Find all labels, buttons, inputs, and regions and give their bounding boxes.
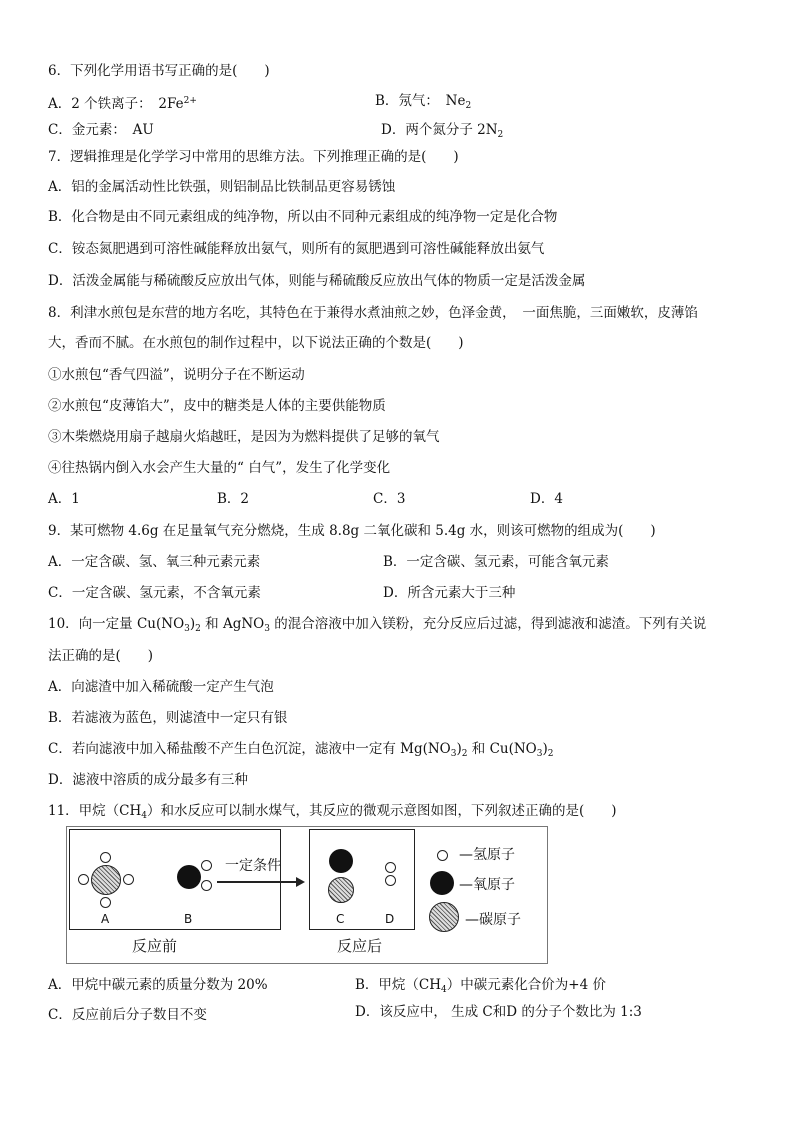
- caption-after: 反应后: [337, 937, 383, 955]
- reaction-arrow: [217, 881, 297, 883]
- carbon-atom: [91, 865, 121, 895]
- q6-stem: 6．下列化学用语书写正确的是( ): [48, 63, 270, 79]
- q9-option-b: B．一定含碳、氢元素，可能含氧元素: [383, 554, 609, 570]
- q10-stem-line2: 法正确的是( ): [48, 648, 154, 664]
- legend-oxygen-icon: [430, 871, 454, 895]
- q8-option-c: C．3: [373, 491, 406, 507]
- q11-option-c: C．反应前后分子数目不变: [48, 1007, 207, 1023]
- q9-option-c: C．一定含碳、氢元素，不含氧元素: [48, 585, 261, 601]
- q7-option-b: B．化合物是由不同元素组成的纯净物，所以由不同种元素组成的纯净物一定是化合物: [48, 209, 558, 225]
- q7-stem: 7．逻辑推理是化学学习中常用的思维方法。下列推理正确的是( ): [48, 149, 459, 165]
- oxygen-atom: [177, 865, 201, 889]
- label-c: C: [336, 912, 345, 926]
- q11-option-a: A．甲烷中碳元素的质量分数为 20%: [48, 977, 268, 993]
- q6-option-b: B．氖气： $Ne_2$: [375, 93, 472, 111]
- legend-hydrogen-label: —氢原子: [459, 847, 515, 863]
- q11-stem: 11．甲烷$(CH_4)$和水反应可以制水煤气，其反应的微观示意图如图，下列叙述正确的是( ): [48, 803, 617, 821]
- reaction-diagram: [66, 826, 548, 964]
- q10-stem-line1: 10．向一定量 $Cu(NO_3)_2$ 和 AgNO$_3$ 的混合溶液中加入镁粉，充分反应后过滤，得到滤液和滤渣。下列有关说: [48, 616, 707, 634]
- product-box: [309, 829, 415, 930]
- label-b: B: [184, 912, 193, 926]
- oxygen-atom: [329, 849, 353, 873]
- legend-hydrogen-icon: [437, 850, 448, 861]
- hydrogen-atom: [100, 897, 111, 908]
- label-a: A: [101, 912, 110, 926]
- q10-option-b: B．若滤液为蓝色，则滤渣中一定只有银: [48, 710, 288, 726]
- hydrogen-atom: [123, 874, 134, 885]
- q8-stem-line2: 大，香而不腻。在水煎包的制作过程中，以下说法正确的个数是( ): [48, 335, 464, 351]
- hydrogen-atom: [78, 874, 89, 885]
- q8-statement-3: ③木柴燃烧用扇子越扇火焰越旺，是因为为燃料提供了足够的氧气: [48, 429, 440, 445]
- hydrogen-atom: [100, 852, 111, 863]
- q7-option-c: C．铵态氮肥遇到可溶性碱能释放出氨气，则所有的氮肥遇到可溶性碱能释放出氨气: [48, 241, 545, 257]
- hydrogen-atom: [201, 880, 212, 891]
- arrow-head-icon: [296, 877, 305, 887]
- q7-option-a: A．铝的金属活动性比铁强，则铝制品比铁制品更容易锈蚀: [48, 179, 396, 195]
- q9-stem: 9．某可燃物 4.6g 在足量氧气充分燃烧，生成 8.8g 二氧化碳和 5.4g 水，则该可燃物的组成为( ): [48, 523, 656, 539]
- q6-option-a: A．2 个铁离子： $2Fe^{2+}$: [48, 96, 197, 112]
- reaction-condition: 一定条件: [225, 858, 281, 874]
- hydrogen-atom: [385, 875, 396, 886]
- legend-carbon-icon: [429, 902, 459, 932]
- q6-option-c: C．金元素： AU: [48, 122, 154, 138]
- legend-oxygen-label: —氧原子: [459, 877, 515, 893]
- q8-stem-line1: 8．利津水煎包是东营的地方名吃，其特色在于兼得水煮油煎之妙，色泽金黄， 一面焦脆，三面嫩软，皮薄馅: [48, 305, 698, 321]
- q8-statement-1: ①水煎包“香气四溢”，说明分子在不断运动: [48, 367, 305, 383]
- caption-before: 反应前: [132, 937, 178, 955]
- q10-option-d: D．滤液中溶质的成分最多有三种: [48, 772, 248, 788]
- carbon-atom: [328, 877, 354, 903]
- q6-option-d: D．两个氮分子 $2N_2$: [381, 122, 504, 140]
- q11-option-b: B．甲烷$(CH_4)$中碳元素化合价为+4 价: [355, 977, 606, 995]
- q8-statement-2: ②水煎包“皮薄馅大”，皮中的糖类是人体的主要供能物质: [48, 398, 386, 414]
- label-d: D: [385, 912, 395, 926]
- hydrogen-atom: [201, 860, 212, 871]
- q7-option-d: D．活泼金属能与稀硫酸反应放出气体，则能与稀硫酸反应放出气体的物质一定是活泼金属: [48, 273, 586, 289]
- q8-statement-4: ④往热锅内倒入水会产生大量的“ 白气”，发生了化学变化: [48, 460, 391, 476]
- legend-carbon-label: —碳原子: [465, 912, 521, 928]
- q10-option-c: C．若向滤液中加入稀盐酸不产生白色沉淀，滤液中一定有 $Mg(NO_3)_2$ 和 $Cu(NO_3)_2$: [48, 741, 554, 759]
- q10-option-a: A．向滤渣中加入稀硫酸一定产生气泡: [48, 679, 274, 695]
- q9-option-a: A．一定含碳、氢、氧三种元素元素: [48, 554, 261, 570]
- q11-option-d: D．该反应中， 生成 C和D 的分子个数比为 1:3: [355, 1004, 642, 1020]
- q9-option-d: D．所含元素大于三种: [383, 585, 516, 601]
- hydrogen-atom: [385, 862, 396, 873]
- q8-option-a: A．1: [48, 491, 80, 507]
- q8-option-d: D．4: [530, 491, 563, 507]
- q8-option-b: B．2: [217, 491, 250, 507]
